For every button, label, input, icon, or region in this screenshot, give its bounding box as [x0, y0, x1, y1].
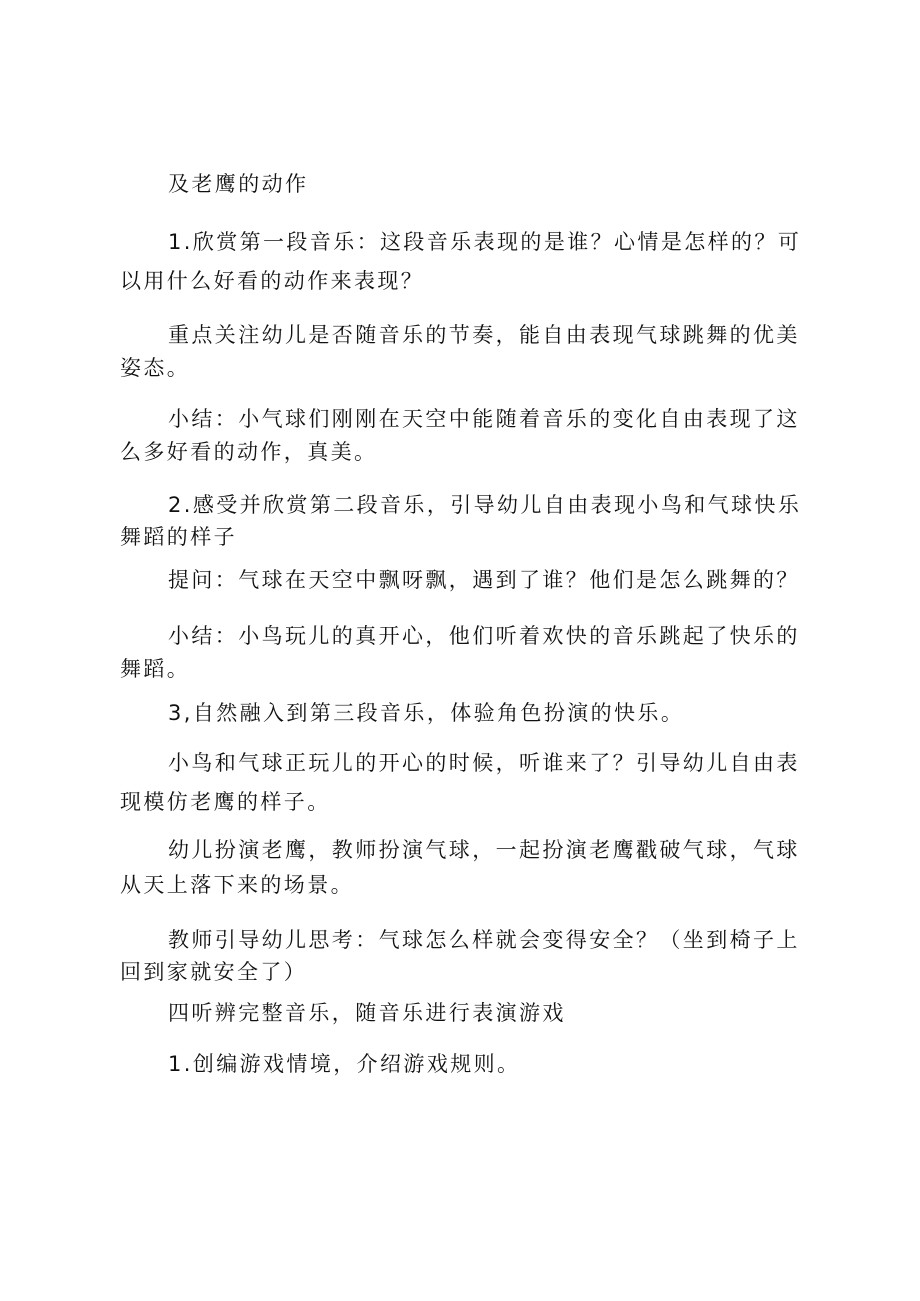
paragraph-line: 舞蹈。 — [120, 657, 191, 681]
paragraph-line: 1.欣赏第一段音乐：这段音乐表现的是谁？心情是怎样的？可 — [168, 230, 802, 254]
paragraph-line: 小鸟和气球正玩儿的开心的时候，听谁来了？引导幼儿自由表 — [168, 751, 800, 775]
paragraph-line: 提问：气球在天空中飘呀飘，遇到了谁？他们是怎么跳舞的？ — [168, 568, 800, 592]
paragraph-line: 2.感受并欣赏第二段音乐，引导幼儿自由表现小鸟和气球快乐 — [168, 493, 802, 517]
paragraph-line: 小结：小气球们刚刚在天空中能随着音乐的变化自由表现了这 — [168, 407, 800, 431]
paragraph-line: 么多好看的动作，真美。 — [120, 440, 378, 464]
paragraph-line: 3,自然融入到第三段音乐，体验角色扮演的快乐。 — [168, 701, 685, 725]
paragraph-line: 幼儿扮演老鹰，教师扮演气球，一起扮演老鹰戳破气球，气球 — [168, 838, 800, 862]
paragraph-line: 1.创编游戏情境，介绍游戏规则。 — [168, 1052, 521, 1076]
paragraph-line: 回到家就安全了） — [120, 960, 308, 984]
paragraph-line: 教师引导幼儿思考：气球怎么样就会变得安全？（坐到椅子上 — [168, 928, 800, 952]
paragraph-line: 以用什么好看的动作来表现？ — [120, 269, 425, 293]
paragraph-line: 小结：小鸟玩儿的真开心，他们听着欢快的音乐跳起了快乐的 — [168, 624, 800, 648]
paragraph-line: 及老鹰的动作 — [168, 172, 309, 196]
paragraph-line: 从天上落下来的场景。 — [120, 873, 354, 897]
paragraph-line: 现模仿老鹰的样子。 — [120, 790, 331, 814]
paragraph-line: 重点关注幼儿是否随音乐的节奏，能自由表现气球跳舞的优美 — [168, 323, 800, 347]
paragraph-line: 舞蹈的样子 — [120, 525, 237, 549]
paragraph-line: 姿态。 — [120, 356, 191, 380]
section-heading: 四听辨完整音乐，随音乐进行表演游戏 — [168, 1001, 566, 1025]
